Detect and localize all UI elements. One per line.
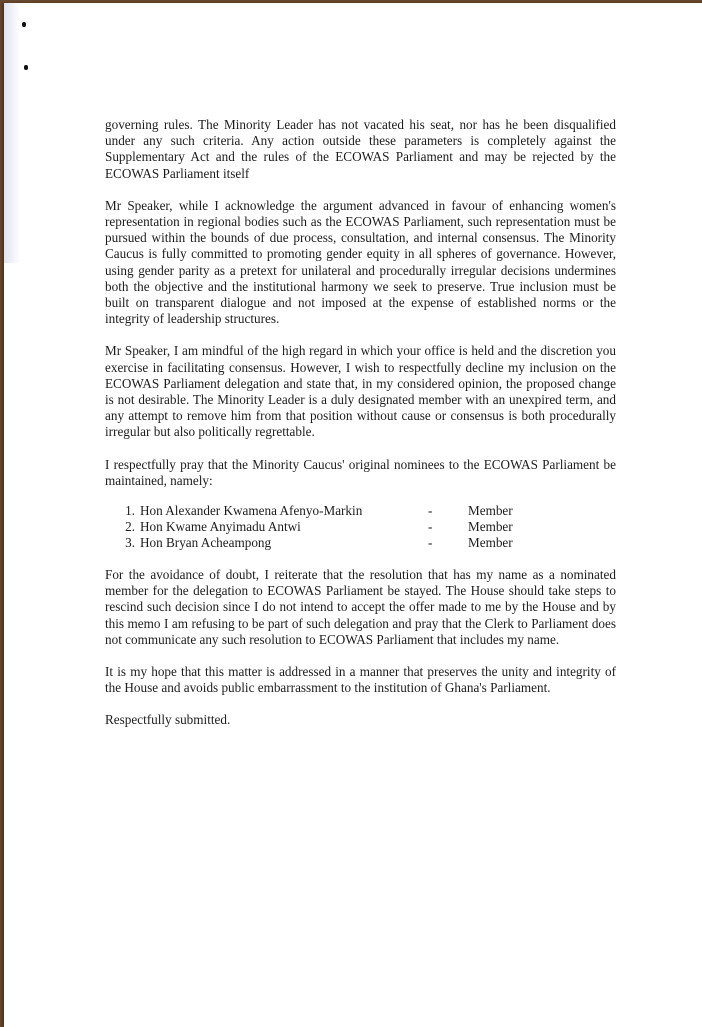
paragraph-decline-inclusion: Mr Speaker, I am mindful of the high regard in which your office is held and the discretion you exercise in facilitating consensus. However, I wish to respectfully decline my inclusion on the ECOWAS Parliament delegation and state that, in my considered opinion, the proposed change is not desirable. The Minority Leader is a duly designated member with an unexpired term, and any attempt to remove him from that position without cause or consensus is both procedurally irregular but also politically regrettable. — [105, 343, 616, 440]
nominee-list — [105, 503, 616, 551]
nominee-role: Member — [468, 519, 513, 535]
paragraph-prayer: I respectfully pray that the Minority Caucus' original nominees to the ECOWAS Parliament be maintained, namely: — [105, 456, 616, 488]
paragraph-governing-rules: governing rules. The Minority Leader has not vacated his seat, nor has he been disqualified under any such criteria. Any action outside these parameters is completely against the Supplementary Act and the rules of the ECOWAS Parliament and may be rejected by the ECOWAS Parliament itself — [105, 117, 616, 181]
nominee-number: 2. — [125, 519, 135, 535]
document-body — [105, 117, 616, 745]
paragraph-avoidance-of-doubt: For the avoidance of doubt, I reiterate that the resolution that has my name as a nominated member for the delegation to ECOWAS Parliament be stayed. The House should take steps to rescind such decision since I do not intend to accept the offer made to me by the House and by this memo I am refusing to be part of such delegation and pray that the Clerk to Parliament does not communicate any such resolution to ECOWAS Parliament that includes my name. — [105, 567, 616, 647]
nominee-number: 1. — [125, 503, 135, 519]
paragraph-hope: It is my hope that this matter is addressed in a manner that preserves the unity and integrity of the House and avoids public embarrassment to the institution of Ghana's Parliament. — [105, 664, 616, 696]
page-shadow — [4, 3, 20, 263]
nominee-name: Hon Alexander Kwamena Afenyo-Markin — [140, 503, 363, 519]
nominee-role: Member — [468, 503, 513, 519]
signoff: Respectfully submitted. — [105, 712, 231, 728]
paragraph-gender-representation: Mr Speaker, while I acknowledge the argument advanced in favour of enhancing women's representation in regional bodies such as the ECOWAS Parliament, such representation must be pursued within the bounds of due process, consultation, and internal consensus. The Minority Caucus is fully committed to promoting gender equity in all spheres of governance. However, using gender parity as a pretext for unilateral and procedurally irregular decisions undermines both the objective and the institutional harmony we seek to preserve. True inclusion must be built on transparent dialogue and not imposed at the expense of established norms or the integrity of leadership structures. — [105, 197, 616, 327]
nominee-item — [105, 503, 616, 519]
nominee-separator: - — [428, 519, 433, 535]
nominee-name: Hon Kwame Anyimadu Antwi — [140, 519, 301, 535]
punch-hole-mark — [24, 65, 28, 70]
nominee-name: Hon Bryan Acheampong — [140, 535, 272, 551]
nominee-number: 3. — [125, 535, 135, 551]
nominee-separator: - — [428, 535, 433, 551]
document-page — [4, 3, 702, 1027]
nominee-role: Member — [468, 535, 513, 551]
nominee-item — [105, 519, 616, 535]
nominee-item — [105, 535, 616, 551]
punch-hole-mark — [22, 22, 26, 27]
nominee-separator: - — [428, 503, 433, 519]
